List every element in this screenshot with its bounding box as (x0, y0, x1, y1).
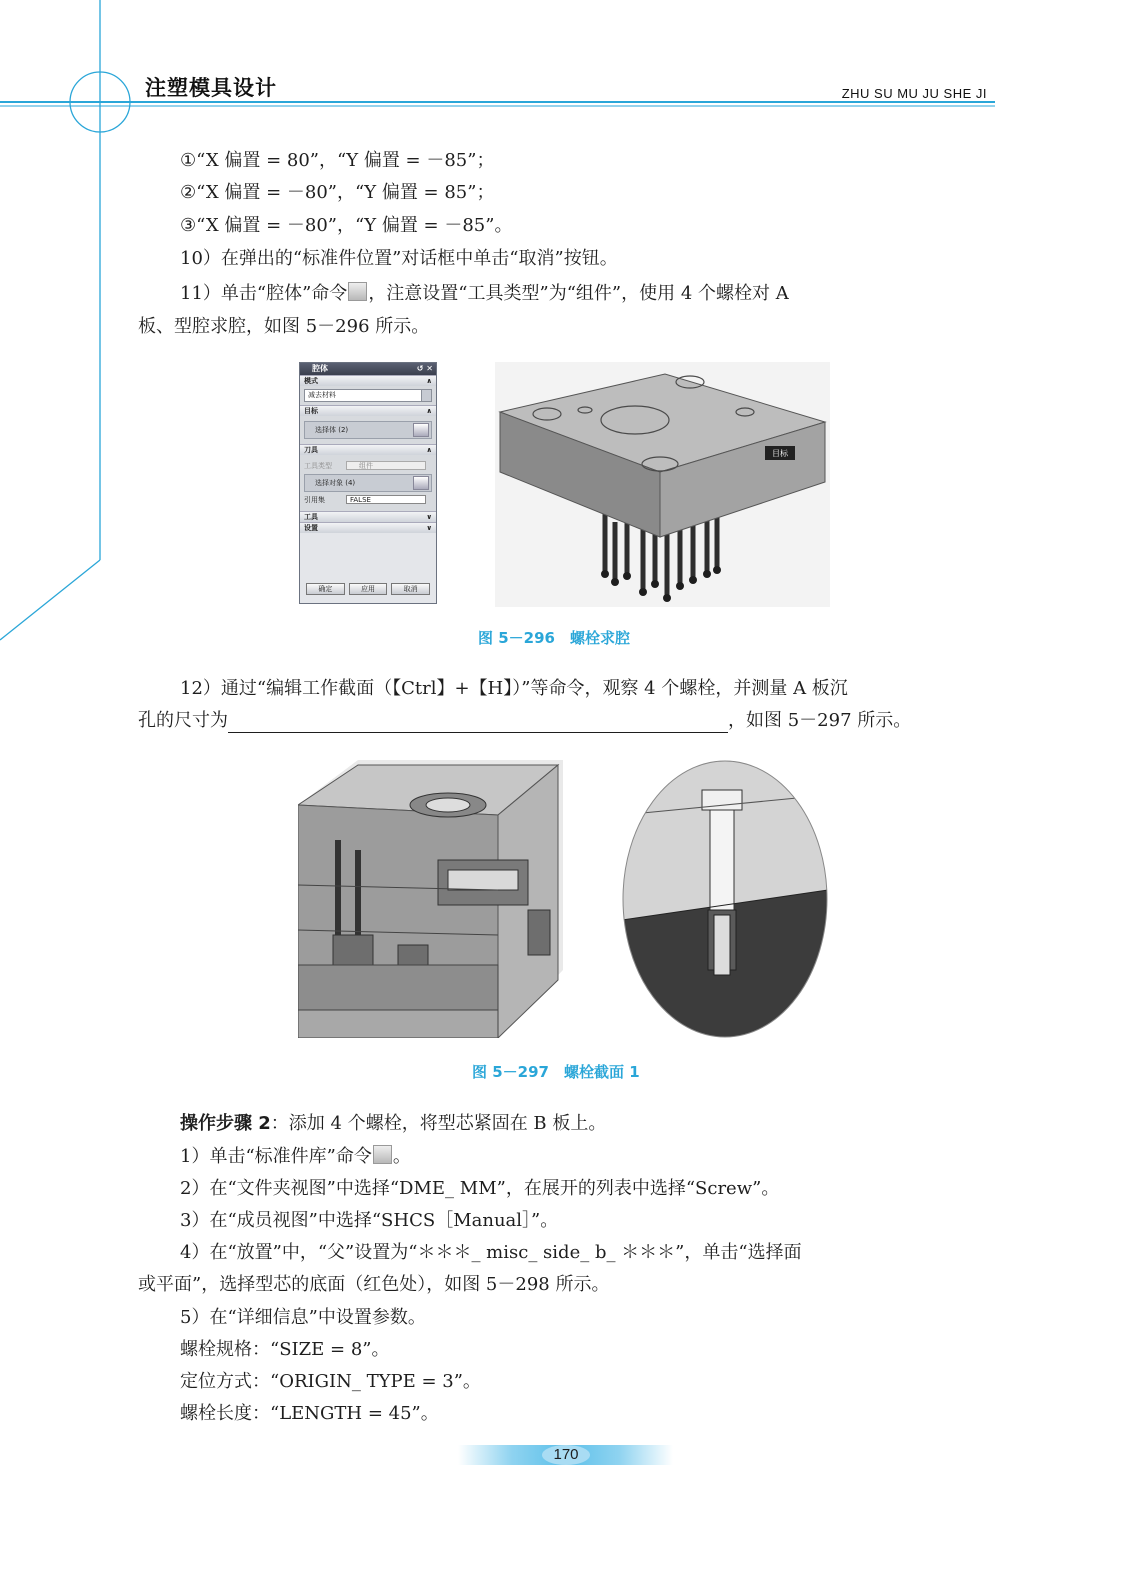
offset-option-1: ①“X 偏置 = 80”，“Y 偏置 = －85”； (180, 150, 495, 171)
mode-select: 减去材料 (304, 389, 432, 402)
offset-option-3: ③“X 偏置 = －80”，“Y 偏置 = －85”。 (180, 215, 513, 236)
tool-type-row: 工具类型 组件 (304, 460, 432, 472)
expand-icon: ∨ (426, 513, 432, 521)
step-12-line1: 12）通过“编辑工作截面（【Ctrl】+【H】）”等命令，观察 4 个螺栓，并测量 A 板沉 (180, 678, 848, 699)
step-11-line2: 板、型腔求腔，如图 5－296 所示。 (138, 316, 430, 337)
bottom-step-4-line1: 4）在“放置”中，“父”设置为“＊＊＊_ misc_ side_ b_ ＊＊＊”，单击“选择面 (180, 1242, 802, 1263)
operation-step-2-text: ：添加 4 个螺栓，将型芯紧固在 B 板上。 (270, 1113, 607, 1134)
standard-parts-library-icon (373, 1145, 392, 1164)
dialog-section-tool: 刀具 ∧ (300, 444, 436, 455)
bolt-detail-zoom (622, 760, 828, 1038)
dialog-section-mode: 模式 ∧ (300, 375, 436, 386)
header-subtitle: ZHU SU MU JU SHE JI (841, 86, 987, 101)
page-number: 170 (553, 1446, 579, 1463)
target-select-row: 选择体 (2) (304, 421, 432, 439)
dialog-title: 腔体 (312, 364, 328, 373)
bottom-step-3: 3）在“成员视图”中选择“SHCS［Manual］”。 (180, 1210, 559, 1231)
offset-option-2: ②“X 偏置 = －80”，“Y 偏置 = 85”； (180, 182, 495, 203)
collapse-icon: ∧ (426, 407, 432, 415)
select-object-icon (413, 476, 429, 490)
figure-296-caption: 图 5－296 螺栓求腔 (478, 629, 630, 647)
step-12-line2: 孔的尺寸为 ，如图 5－297 所示。 (138, 710, 912, 731)
collapse-icon: ∧ (426, 377, 432, 385)
bottom-step-5: 5）在“详细信息”中设置参数。 (180, 1307, 426, 1328)
header-title: 注塑模具设计 (145, 76, 277, 100)
dialog-section-settings: 设置 ∨ (300, 522, 436, 533)
collapse-icon: ∧ (426, 446, 432, 454)
ok-button: 确定 (306, 583, 345, 595)
cancel-button: 取消 (391, 583, 430, 595)
step-11-text-a: 11）单击“腔体”命令 (180, 283, 348, 304)
dialog-title-bar (300, 363, 436, 375)
bolt-cavity-render (495, 362, 830, 607)
param-origin-type: 定位方式：“ORIGIN_ TYPE = 3”。 (180, 1371, 481, 1392)
operation-step-2 (180, 1112, 606, 1136)
bottom-step-4-line2: 或平面”，选择型芯的底面（红色处），如图 5－298 所示。 (138, 1274, 610, 1295)
param-length: 螺栓长度：“LENGTH = 45”。 (180, 1403, 439, 1424)
step-10: 10）在弹出的“标准件位置”对话框中单击“取消”按钮。 (180, 248, 618, 269)
mold-section-render (298, 760, 563, 1038)
dropdown-icon (421, 390, 431, 401)
cavity-dialog (299, 362, 437, 604)
answer-blank (228, 712, 728, 733)
dialog-close-icon: ↺ ✕ (416, 364, 433, 373)
operation-step-2-label: 操作步骤 2 (180, 1113, 271, 1134)
expand-icon: ∨ (426, 524, 432, 532)
target-tag: 目标 (772, 449, 788, 458)
step-11-text-b: ，注意设置“工具类型”为“组件”，使用 4 个螺栓对 A (368, 283, 789, 304)
step-11-line1 (180, 282, 990, 306)
reference-set-row: 引用集 FALSE (304, 494, 432, 506)
bottom-step-2: 2）在“文件夹视图”中选择“DME_ MM”，在展开的列表中选择“Screw”。 (180, 1178, 780, 1199)
dialog-section-target: 目标 ∧ (300, 405, 436, 416)
bottom-step-1: 1）单击“标准件库”命令 。 (180, 1146, 411, 1167)
param-size: 螺栓规格：“SIZE = 8”。 (180, 1339, 390, 1360)
figure-297-caption: 图 5－297 螺栓截面 1 (472, 1063, 640, 1081)
dialog-buttons (306, 583, 430, 595)
dialog-section-tools: 工具 ∨ (300, 511, 436, 522)
apply-button: 应用 (349, 583, 388, 595)
select-body-icon (413, 423, 429, 437)
cavity-command-icon (348, 282, 367, 301)
select-object-row: 选择对象 (4) (304, 474, 432, 492)
